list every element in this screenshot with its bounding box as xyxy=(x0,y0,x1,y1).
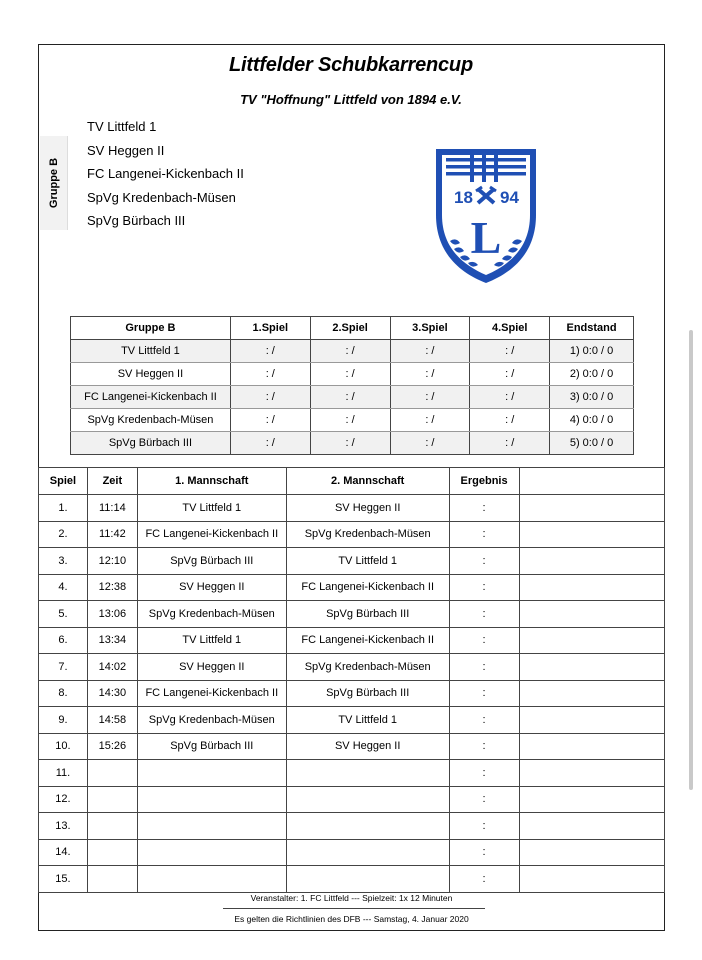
crest-year-right: 94 xyxy=(500,188,519,207)
table-row xyxy=(39,839,665,866)
final-cell: 1) 0:0 / 0 xyxy=(550,340,634,363)
result-cell: : xyxy=(449,521,519,548)
team2-cell: TV Littfeld 1 xyxy=(286,707,449,734)
game-cell: : / xyxy=(470,363,550,386)
column-header: 4.Spiel xyxy=(470,317,550,340)
table-row xyxy=(71,363,634,386)
club-crest-icon xyxy=(432,145,540,287)
team-list-item: SV Heggen II xyxy=(87,142,165,158)
team1-cell: FC Langenei-Kickenbach II xyxy=(137,521,286,548)
column-header: 2.Spiel xyxy=(310,317,390,340)
game-cell: : / xyxy=(390,386,470,409)
team-cell: SpVg Bürbach III xyxy=(71,432,231,455)
table-row xyxy=(39,707,665,734)
result-cell: : xyxy=(449,866,519,893)
match-number-cell: 5. xyxy=(39,601,88,628)
notes-cell xyxy=(519,495,664,522)
schedule-body xyxy=(39,495,665,893)
result-cell: : xyxy=(449,574,519,601)
match-number-cell: 11. xyxy=(39,760,88,787)
column-header: Spiel xyxy=(39,468,88,495)
final-cell: 3) 0:0 / 0 xyxy=(550,386,634,409)
team2-cell xyxy=(286,760,449,787)
table-row xyxy=(71,432,634,455)
team-cell: SV Heggen II xyxy=(71,363,231,386)
match-number-cell: 9. xyxy=(39,707,88,734)
team-cell: FC Langenei-Kickenbach II xyxy=(71,386,231,409)
team2-cell xyxy=(286,786,449,813)
table-row xyxy=(39,813,665,840)
table-row xyxy=(71,409,634,432)
table-row xyxy=(71,340,634,363)
notes-cell xyxy=(519,733,664,760)
notes-cell xyxy=(519,627,664,654)
team1-cell xyxy=(137,813,286,840)
time-cell xyxy=(87,839,137,866)
scrollbar[interactable] xyxy=(689,330,693,790)
table-row xyxy=(39,866,665,893)
team1-cell: TV Littfeld 1 xyxy=(137,495,286,522)
table-row xyxy=(39,601,665,628)
result-cell: : xyxy=(449,548,519,575)
team1-cell xyxy=(137,866,286,893)
game-cell: : / xyxy=(310,432,390,455)
notes-cell xyxy=(519,574,664,601)
game-cell: : / xyxy=(310,340,390,363)
team1-cell: SpVg Bürbach III xyxy=(137,548,286,575)
result-cell: : xyxy=(449,813,519,840)
game-cell: : / xyxy=(390,409,470,432)
game-cell: : / xyxy=(230,363,310,386)
game-cell: : / xyxy=(390,340,470,363)
time-cell: 14:02 xyxy=(87,654,137,681)
result-cell: : xyxy=(449,627,519,654)
result-cell: : xyxy=(449,733,519,760)
crest-year-left: 18 xyxy=(454,188,473,207)
notes-cell xyxy=(519,654,664,681)
team1-cell xyxy=(137,786,286,813)
final-cell: 2) 0:0 / 0 xyxy=(550,363,634,386)
team1-cell xyxy=(137,760,286,787)
result-cell: : xyxy=(449,680,519,707)
time-cell: 13:06 xyxy=(87,601,137,628)
result-cell: : xyxy=(449,495,519,522)
time-cell xyxy=(87,786,137,813)
match-number-cell: 10. xyxy=(39,733,88,760)
time-cell: 12:10 xyxy=(87,548,137,575)
table-row xyxy=(39,733,665,760)
team2-cell: SV Heggen II xyxy=(286,733,449,760)
column-header: 1.Spiel xyxy=(230,317,310,340)
team-list-item: SpVg Bürbach III xyxy=(87,213,186,228)
match-number-cell: 12. xyxy=(39,786,88,813)
game-cell: : / xyxy=(470,409,550,432)
team-list-item: FC Langenei-Kickenbach II xyxy=(87,166,244,181)
table-row xyxy=(39,495,665,522)
notes-cell xyxy=(519,521,664,548)
page-subtitle: TV "Hoffnung" Littfeld von 1894 e.V. xyxy=(240,92,462,107)
team1-cell: SpVg Bürbach III xyxy=(137,733,286,760)
team2-cell: SpVg Bürbach III xyxy=(286,601,449,628)
team2-cell xyxy=(286,813,449,840)
notes-cell xyxy=(519,680,664,707)
team-list-item: TV Littfeld 1 xyxy=(87,119,157,134)
team1-cell xyxy=(137,839,286,866)
notes-cell xyxy=(519,760,664,787)
column-header: 1. Mannschaft xyxy=(137,468,286,495)
table-row xyxy=(39,574,665,601)
time-cell: 15:26 xyxy=(87,733,137,760)
column-header: 3.Spiel xyxy=(390,317,470,340)
team1-cell: FC Langenei-Kickenbach II xyxy=(137,680,286,707)
notes-cell xyxy=(519,813,664,840)
team1-cell: SV Heggen II xyxy=(137,574,286,601)
team2-cell xyxy=(286,839,449,866)
team2-cell: FC Langenei-Kickenbach II xyxy=(286,574,449,601)
team2-cell: TV Littfeld 1 xyxy=(286,548,449,575)
time-cell xyxy=(87,866,137,893)
table-row xyxy=(39,760,665,787)
match-number-cell: 13. xyxy=(39,813,88,840)
match-number-cell: 2. xyxy=(39,521,88,548)
match-schedule-table xyxy=(38,467,665,893)
column-header: Endstand xyxy=(550,317,634,340)
table-row xyxy=(39,548,665,575)
time-cell: 12:38 xyxy=(87,574,137,601)
table-row xyxy=(71,386,634,409)
team1-cell: TV Littfeld 1 xyxy=(137,627,286,654)
team1-cell: SpVg Kredenbach-Müsen xyxy=(137,601,286,628)
team-cell: SpVg Kredenbach-Müsen xyxy=(71,409,231,432)
game-cell: : / xyxy=(390,432,470,455)
footer-rules: Es gelten die Richtlinien des DFB --- Samstag, 4. Januar 2020 xyxy=(234,914,469,924)
team2-cell: SV Heggen II xyxy=(286,495,449,522)
time-cell: 11:42 xyxy=(87,521,137,548)
game-cell: : / xyxy=(310,386,390,409)
game-cell: : / xyxy=(310,363,390,386)
footer-divider xyxy=(223,908,485,909)
team2-cell: SpVg Kredenbach-Müsen xyxy=(286,521,449,548)
game-cell: : / xyxy=(230,340,310,363)
team-list-item: SpVg Kredenbach-Müsen xyxy=(87,189,236,205)
notes-cell xyxy=(519,707,664,734)
table-row xyxy=(39,521,665,548)
group-standings-table xyxy=(70,316,634,455)
time-cell: 14:30 xyxy=(87,680,137,707)
team2-cell xyxy=(286,866,449,893)
group-label: Gruppe B xyxy=(48,157,60,209)
time-cell: 13:34 xyxy=(87,627,137,654)
footer-organizer: Veranstalter: 1. FC Littfeld --- Spielzeit: 1x 12 Minuten xyxy=(250,893,453,903)
game-cell: : / xyxy=(470,386,550,409)
time-cell: 14:58 xyxy=(87,707,137,734)
game-cell: : / xyxy=(310,409,390,432)
table-row xyxy=(39,654,665,681)
team2-cell: SpVg Kredenbach-Müsen xyxy=(286,654,449,681)
game-cell: : / xyxy=(230,432,310,455)
result-cell: : xyxy=(449,760,519,787)
column-header: Zeit xyxy=(87,468,137,495)
team1-cell: SpVg Kredenbach-Müsen xyxy=(137,707,286,734)
game-cell: : / xyxy=(470,340,550,363)
match-number-cell: 15. xyxy=(39,866,88,893)
team2-cell: FC Langenei-Kickenbach II xyxy=(286,627,449,654)
result-cell: : xyxy=(449,786,519,813)
team2-cell: SpVg Bürbach III xyxy=(286,680,449,707)
result-cell: : xyxy=(449,839,519,866)
team-list xyxy=(87,115,244,233)
game-cell: : / xyxy=(230,386,310,409)
table-row xyxy=(39,786,665,813)
match-number-cell: 14. xyxy=(39,839,88,866)
column-header xyxy=(519,468,664,495)
table-header-row xyxy=(71,317,634,340)
time-cell xyxy=(87,760,137,787)
match-number-cell: 3. xyxy=(39,548,88,575)
notes-cell xyxy=(519,839,664,866)
table-header-row xyxy=(39,468,665,495)
result-cell: : xyxy=(449,707,519,734)
table-row xyxy=(39,627,665,654)
column-header: 2. Mannschaft xyxy=(286,468,449,495)
notes-cell xyxy=(519,866,664,893)
team-cell: TV Littfeld 1 xyxy=(71,340,231,363)
match-number-cell: 1. xyxy=(39,495,88,522)
match-number-cell: 4. xyxy=(39,574,88,601)
notes-cell xyxy=(519,786,664,813)
game-cell: : / xyxy=(390,363,470,386)
result-cell: : xyxy=(449,601,519,628)
column-header: Gruppe B xyxy=(71,317,231,340)
notes-cell xyxy=(519,601,664,628)
column-header: Ergebnis xyxy=(449,468,519,495)
game-cell: : / xyxy=(470,432,550,455)
match-number-cell: 7. xyxy=(39,654,88,681)
table-row xyxy=(39,680,665,707)
notes-cell xyxy=(519,548,664,575)
time-cell: 11:14 xyxy=(87,495,137,522)
page-title: Littfelder Schubkarrencup xyxy=(229,54,473,76)
match-number-cell: 8. xyxy=(39,680,88,707)
crest-letter: L xyxy=(470,212,502,263)
result-cell: : xyxy=(449,654,519,681)
match-number-cell: 6. xyxy=(39,627,88,654)
final-cell: 4) 0:0 / 0 xyxy=(550,409,634,432)
game-cell: : / xyxy=(230,409,310,432)
time-cell xyxy=(87,813,137,840)
final-cell: 5) 0:0 / 0 xyxy=(550,432,634,455)
team1-cell: SV Heggen II xyxy=(137,654,286,681)
